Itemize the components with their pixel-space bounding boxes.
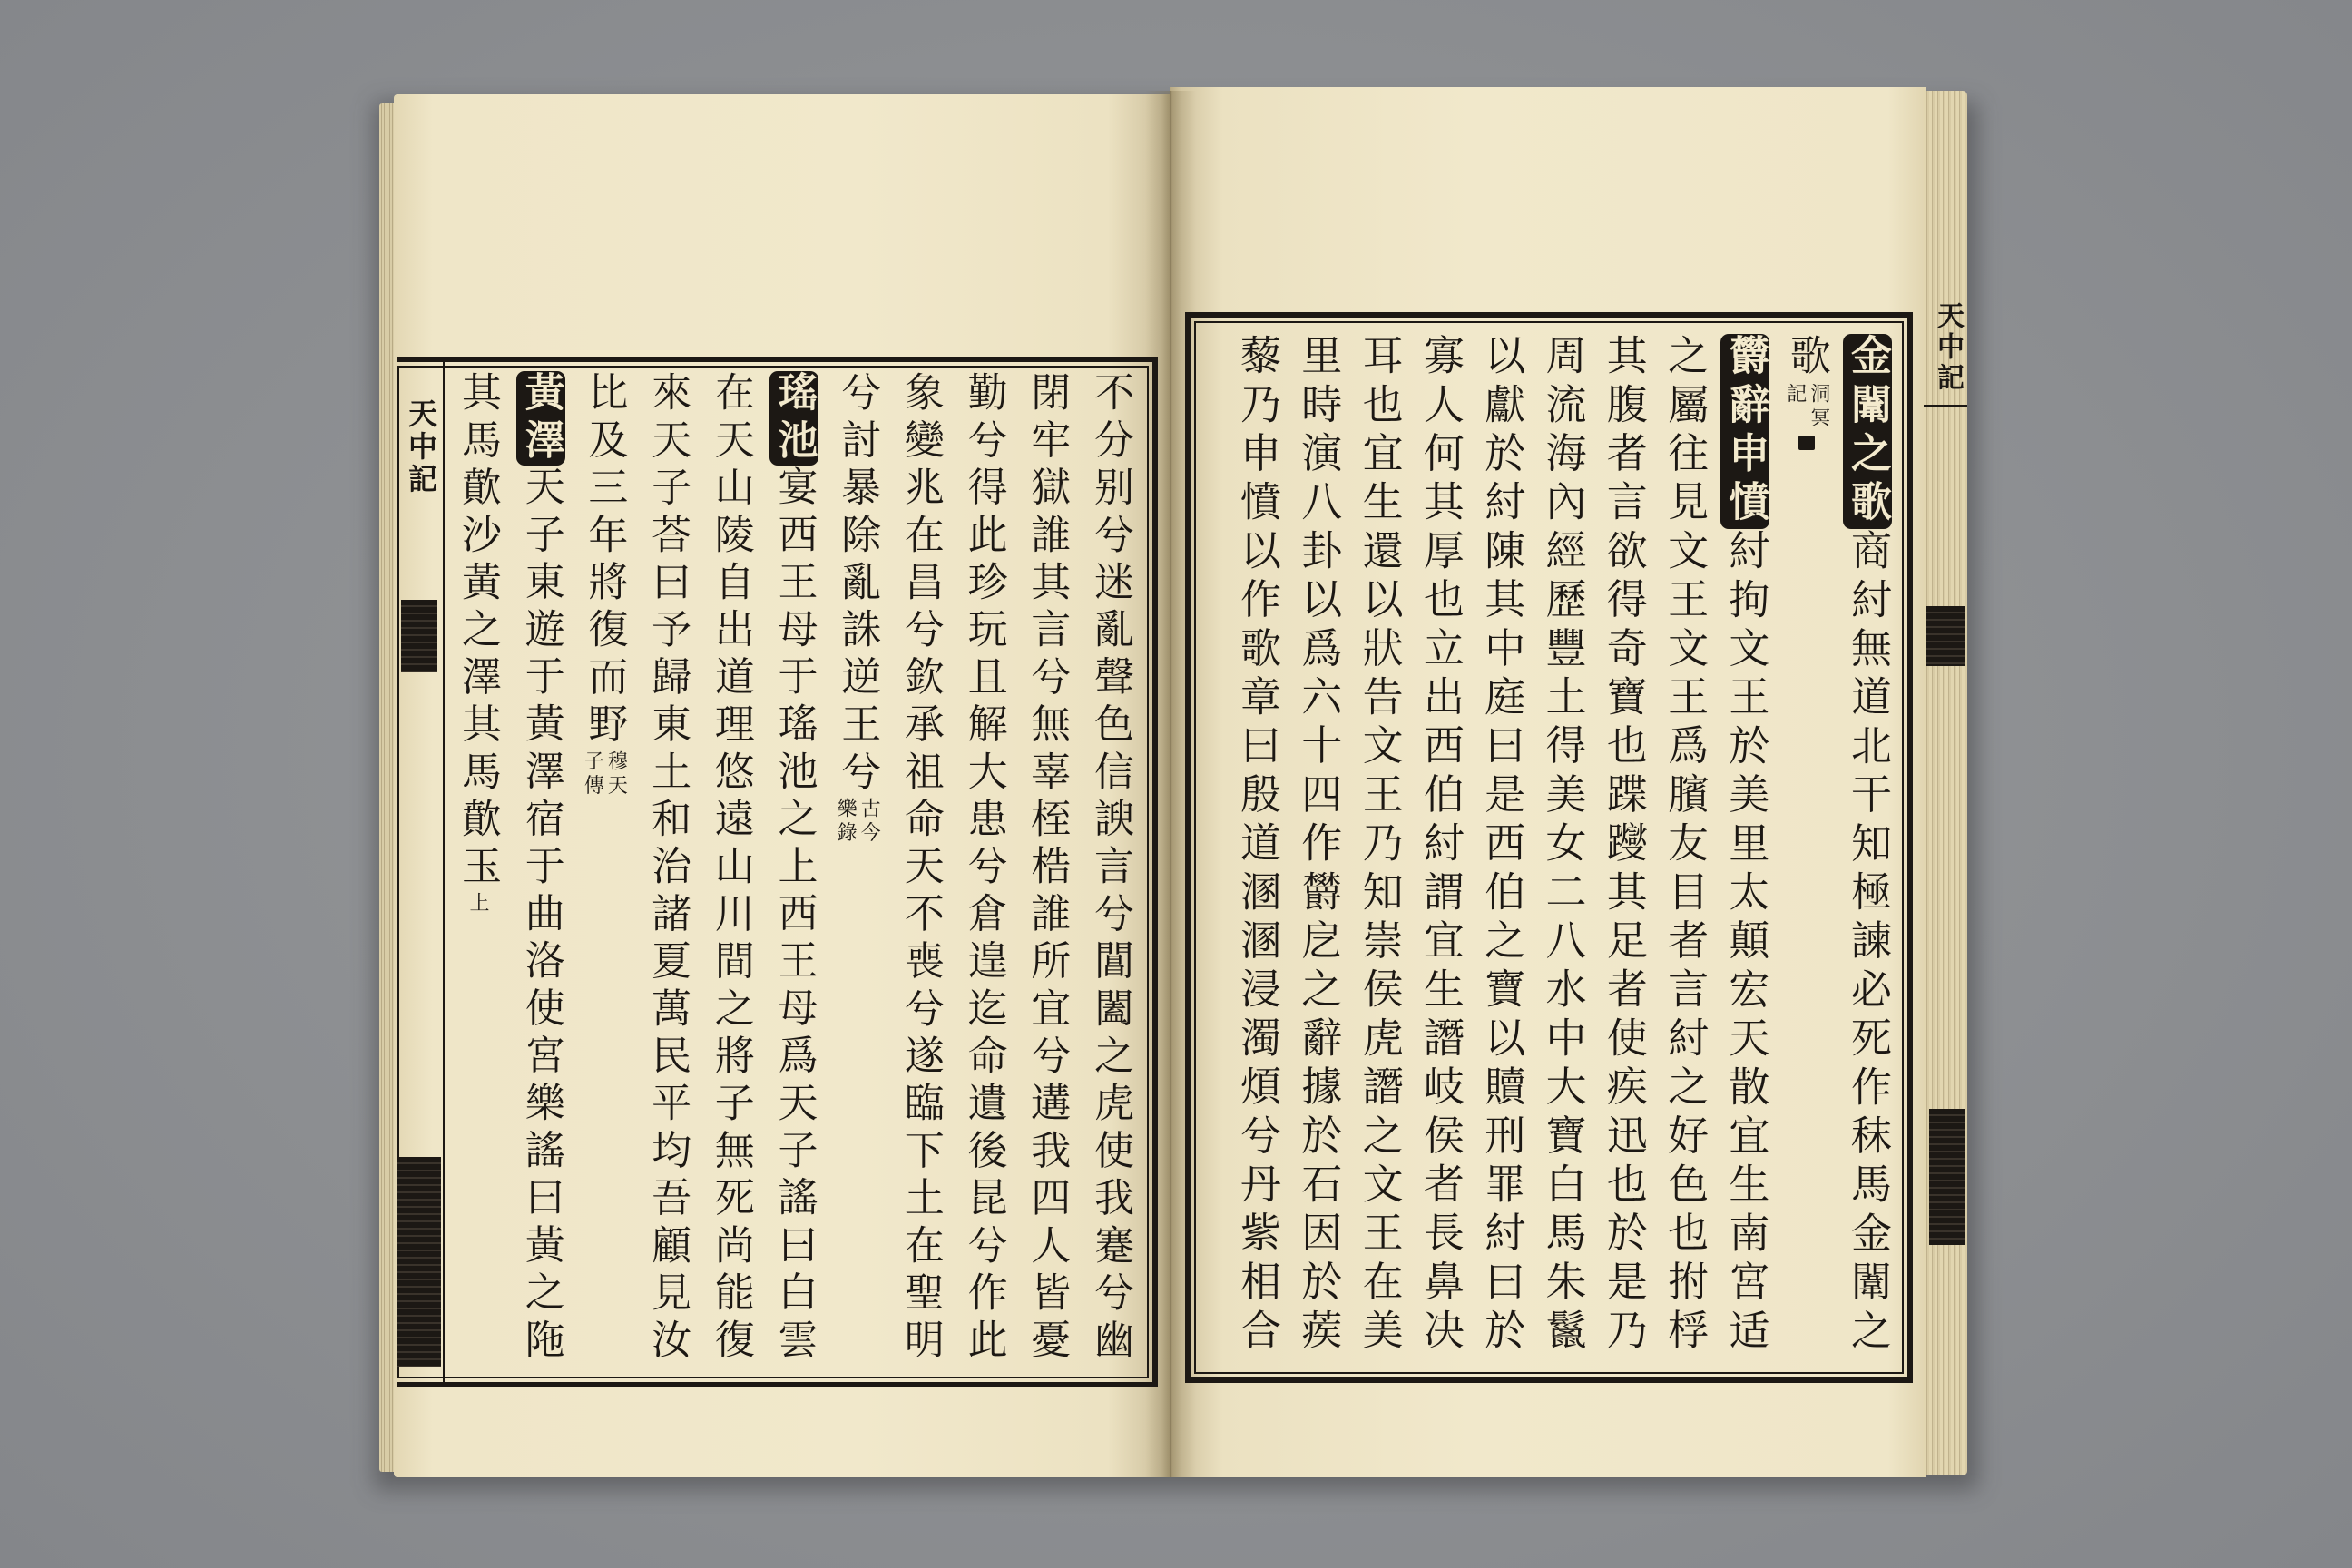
left-page-column-1 <box>1083 371 1136 1366</box>
right-page-column-8 <box>1414 334 1466 1357</box>
section-end-marker <box>1798 436 1815 450</box>
fore-edge-title-right: 天中記 <box>1932 301 1964 394</box>
left-page-column-4 <box>894 371 946 1366</box>
section-heading: 黃澤 <box>517 371 564 466</box>
right-page-column-4 <box>1658 334 1710 1357</box>
column-text: 比及三年將復而野 <box>581 371 628 750</box>
source-note: 古今樂錄 <box>834 797 881 847</box>
column-text: 耳也宜生還以狀告文王乃知崇侯虎譖之文王在美 <box>1355 334 1404 1357</box>
right-page-column-9 <box>1353 334 1406 1357</box>
right-page-column-2 <box>1780 334 1833 450</box>
right-page-column-7 <box>1475 334 1527 1357</box>
edge-ink-block <box>401 600 437 672</box>
right-fore-edge-strip <box>1924 296 1967 1385</box>
column-text: 以獻於紂陳其中庭曰是西伯之寶以贖刑罪紂曰於 <box>1477 334 1526 1357</box>
edge-ink-block <box>1929 1109 1965 1245</box>
section-heading: 欝辭申憤 <box>1721 334 1770 529</box>
column-text: 其腹者言欲得奇寶也蹀躞其足者使疾迅也於是乃 <box>1599 334 1648 1357</box>
right-page-column-10 <box>1291 334 1344 1357</box>
edge-rule <box>1924 405 1967 407</box>
column-text: 寡人何其厚也立出西伯紂謂宜生譖岐侯者長鼻决 <box>1416 334 1465 1357</box>
column-text: 象變兆在昌兮欽承祖命天不喪兮遂臨下土在聖明 <box>897 371 944 1367</box>
right-page-column-3 <box>1719 334 1771 1357</box>
source-note: 上 <box>466 892 489 916</box>
left-fore-edge-strip <box>397 362 445 1382</box>
left-page-column-5 <box>830 371 883 847</box>
right-page-column-1 <box>1841 334 1894 1357</box>
edge-ink-block <box>397 1157 441 1367</box>
column-text: 不分别兮迷亂聲色信諛言兮閶闔之虎使我蹇兮幽 <box>1087 371 1133 1367</box>
source-note: 穆天子傳 <box>581 750 628 799</box>
left-page-column-3 <box>957 371 1010 1366</box>
section-heading: 瑤池 <box>770 371 818 466</box>
left-page-column-10 <box>514 371 567 1366</box>
column-text: 勤兮得此珍玩且解大患兮倉遑迄命遺後昆兮作此 <box>960 371 1007 1367</box>
column-text: 紂拘文王於美里太顛宏天散宜生南宮适 <box>1721 528 1770 1357</box>
column-text: 藜乃申憤以作歌章曰殷道溷溷浸濁煩兮丹紫相合 <box>1233 334 1281 1357</box>
column-text: 天子東遊于黃澤宿于曲洛使宮樂謠曰黃之陁 <box>517 466 564 1367</box>
right-frame <box>1185 312 1913 1383</box>
column-text: 來天子荅曰予歸東土和治諸夏萬民平均吾顧見汝 <box>644 371 691 1367</box>
column-text: 里時演八卦以爲六十四作欝戹之辭據於石因於蒺 <box>1294 334 1343 1357</box>
right-page-column-6 <box>1536 334 1589 1357</box>
left-page-column-7 <box>704 371 757 1366</box>
left-page-column-6 <box>768 371 820 1366</box>
column-text: 周流海內經歷豐土得美女二八水中大寶白馬朱鬣 <box>1538 334 1587 1357</box>
edge-ink-block <box>1926 606 1965 666</box>
section-heading: 金闈之歌 <box>1844 334 1892 529</box>
column-text: 歌 <box>1782 334 1831 383</box>
column-text: 閉牢獄誰其言兮無辜桎梏誰所宜兮遘我四人皆憂 <box>1024 371 1071 1367</box>
column-text: 兮討暴除亂誅逆王兮 <box>834 371 881 798</box>
column-text: 商紂無道北干知極諫必死作秣馬金闈之 <box>1844 528 1892 1357</box>
column-text: 之屬往見文王文王爲臏友目者言紂之好色也拊桴 <box>1661 334 1710 1357</box>
source-note: 洞冥記 <box>1783 382 1830 431</box>
column-text: 其馬歕沙黃之澤其馬歕玉 <box>455 371 501 893</box>
left-page-column-11 <box>451 371 504 941</box>
right-page-column-11 <box>1230 334 1283 1357</box>
left-page-column-2 <box>1020 371 1073 1366</box>
column-text: 宴西王母于瑤池之上西王母爲天子謠曰白雲 <box>770 466 818 1367</box>
left-page-column-8 <box>641 371 693 1366</box>
right-page-column-5 <box>1597 334 1650 1357</box>
column-text: 在天山陵自出道理悠遠山川間之將子無死尚能復 <box>707 371 754 1367</box>
left-page-column-9 <box>577 371 630 799</box>
left-frame <box>397 357 1158 1387</box>
fore-edge-title-left: 天中記 <box>404 398 438 496</box>
